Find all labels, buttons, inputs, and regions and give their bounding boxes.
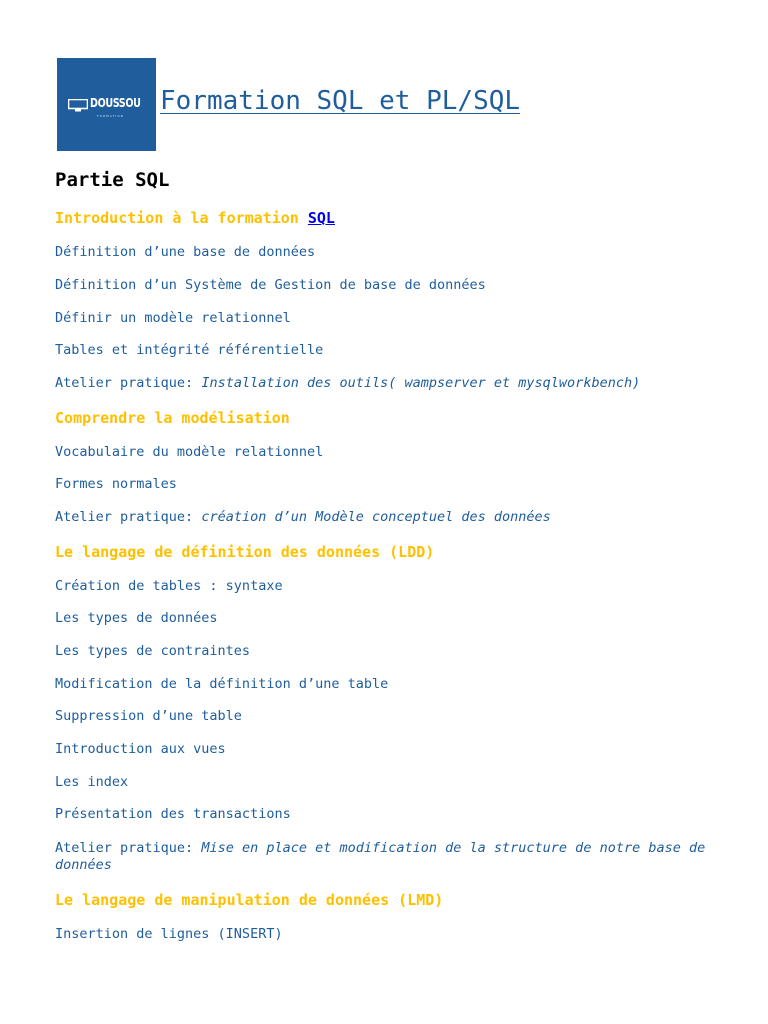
list-item: Modification de la définition d’une table bbox=[55, 676, 389, 692]
list-item: Formes normales bbox=[55, 476, 177, 492]
list-item: Les types de données bbox=[55, 610, 218, 626]
monitor-icon bbox=[68, 99, 88, 112]
list-item: Vocabulaire du modèle relationnel bbox=[55, 444, 324, 460]
sql-link[interactable]: SQL bbox=[307, 209, 335, 227]
document-title[interactable]: Formation SQL et PL/SQL bbox=[160, 86, 521, 116]
logo-tagline: FORMATION bbox=[97, 114, 124, 118]
list-item: Tables et intégrité référentielle bbox=[55, 342, 324, 358]
list-item: Définir un modèle relationnel bbox=[55, 310, 291, 326]
list-item: Les index bbox=[55, 774, 129, 790]
list-item: Suppression d’une table bbox=[55, 708, 242, 724]
list-item: Insertion de lignes (INSERT) bbox=[55, 926, 283, 942]
workshop-description: création d’un Modèle conceptuel des données bbox=[201, 509, 551, 525]
list-item-workshop: Atelier pratique: création d’un Modèle conceptuel des données bbox=[55, 509, 551, 525]
section-heading-modelisation: Comprendre la modélisation bbox=[55, 409, 290, 427]
list-item-workshop: Atelier pratique: Mise en place et modification de la structure de notre base de données bbox=[55, 840, 706, 873]
workshop-description: Mise en place et modification de la structure de notre base de données bbox=[55, 840, 706, 873]
list-item: Définition d’un Système de Gestion de base de données bbox=[55, 277, 486, 293]
section-heading-introduction: Introduction à la formation SQL bbox=[55, 209, 335, 227]
workshop-description: Installation des outils( wampserver et mysqlworkbench) bbox=[201, 375, 641, 391]
list-item-workshop: Atelier pratique: Installation des outils( wampserver et mysqlworkbench) bbox=[55, 375, 641, 391]
section-heading-ldd: Le langage de définition des données (LDD) bbox=[55, 543, 435, 561]
section-heading-lmd: Le langage de manipulation de données (LMD) bbox=[55, 891, 444, 909]
list-item: Présentation des transactions bbox=[55, 806, 291, 822]
list-item: Introduction aux vues bbox=[55, 741, 226, 757]
list-item: Les types de contraintes bbox=[55, 643, 251, 659]
doussou-logo bbox=[57, 58, 156, 151]
part-title: Partie SQL bbox=[55, 169, 170, 191]
list-item: Création de tables : syntaxe bbox=[55, 578, 283, 594]
list-item: Définition d’une base de données bbox=[55, 244, 316, 260]
logo-brand: DOUSSOU bbox=[90, 96, 141, 110]
